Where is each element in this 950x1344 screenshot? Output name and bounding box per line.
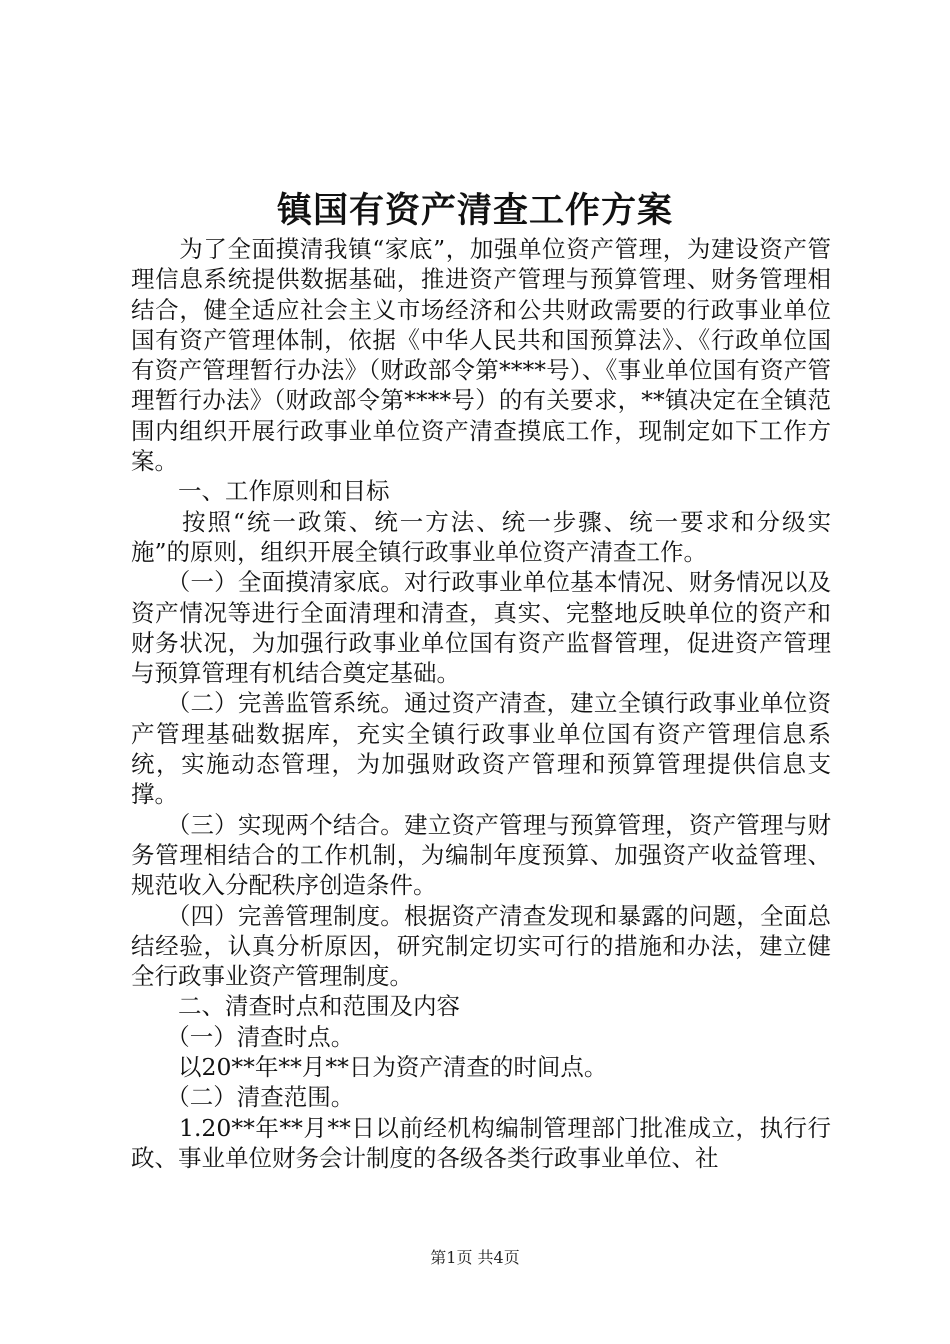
paragraph-time-point: 以20**年**月**日为资产清查的时间点。 — [131, 1053, 608, 1082]
subheading-scope: （二）清查范围。 — [131, 1083, 355, 1112]
paragraph-intro: 为了全面摸清我镇“家底”，加强单位资产管理，为建设资产管理信息系统提供数据基础，推进资产管理与预算管理、财务管理相结合，健全适应社会主义市场经济和公共财政需要的行政事业单位国有资产管理体制，依据《中华人民共和国预算法》、《行政单位国有资产管理暂行办法》（财政部令第****号）、《事业单位国有资产管理暂行办法》（财政部令第****号）的有关要求，**镇决定在全镇范围内组织开展行政事业单位资产清查摸底工作，现制定如下工作方案。 — [131, 235, 831, 476]
paragraph-goal-2: （二）完善监管系统。通过资产清查，建立全镇行政事业单位资产管理基础数据库，充实全镇行政事业单位国有资产管理信息系统，实施动态管理，为加强财政资产管理和预算管理提供信息支撑。 — [131, 689, 831, 809]
document-body — [131, 234, 831, 1173]
heading-section-1: 一、工作原则和目标 — [131, 477, 390, 506]
paragraph-goal-4: （四）完善管理制度。根据资产清查发现和暴露的问题，全面总结经验，认真分析原因，研究制定切实可行的措施和办法，建立健全行政事业资产管理制度。 — [131, 901, 831, 991]
heading-section-2: 二、清查时点和范围及内容 — [131, 992, 460, 1021]
subheading-time-point: （一）清查时点。 — [131, 1022, 355, 1051]
document-title: 镇国有资产清查工作方案 — [276, 190, 673, 231]
paragraph-goal-1: （一）全面摸清家底。对行政事业单位基本情况、财务情况以及资产情况等进行全面清理和清查，真实、完整地反映单位的资产和财务状况，为加强行政事业单位国有资产监督管理，促进资产管理与预算管理有机结合奠定基础。 — [131, 568, 831, 688]
paragraph-goal-3: （三）实现两个结合。建立资产管理与预算管理，资产管理与财务管理相结合的工作机制，为编制年度预算、加强资产收益管理、规范收入分配秩序创造条件。 — [131, 810, 831, 900]
page-number-footer: 第1页 共4页 — [430, 1248, 520, 1267]
paragraph-principle: 按照“统一政策、统一方法、统一步骤、统一要求和分级实施”的原则，组织开展全镇行政事业单位资产清查工作。 — [131, 507, 831, 566]
paragraph-scope-1: 1.20**年**月**日以前经机构编制管理部门批准成立，执行行政、事业单位财务会计制度的各级各类行政事业单位、社 — [131, 1113, 831, 1172]
